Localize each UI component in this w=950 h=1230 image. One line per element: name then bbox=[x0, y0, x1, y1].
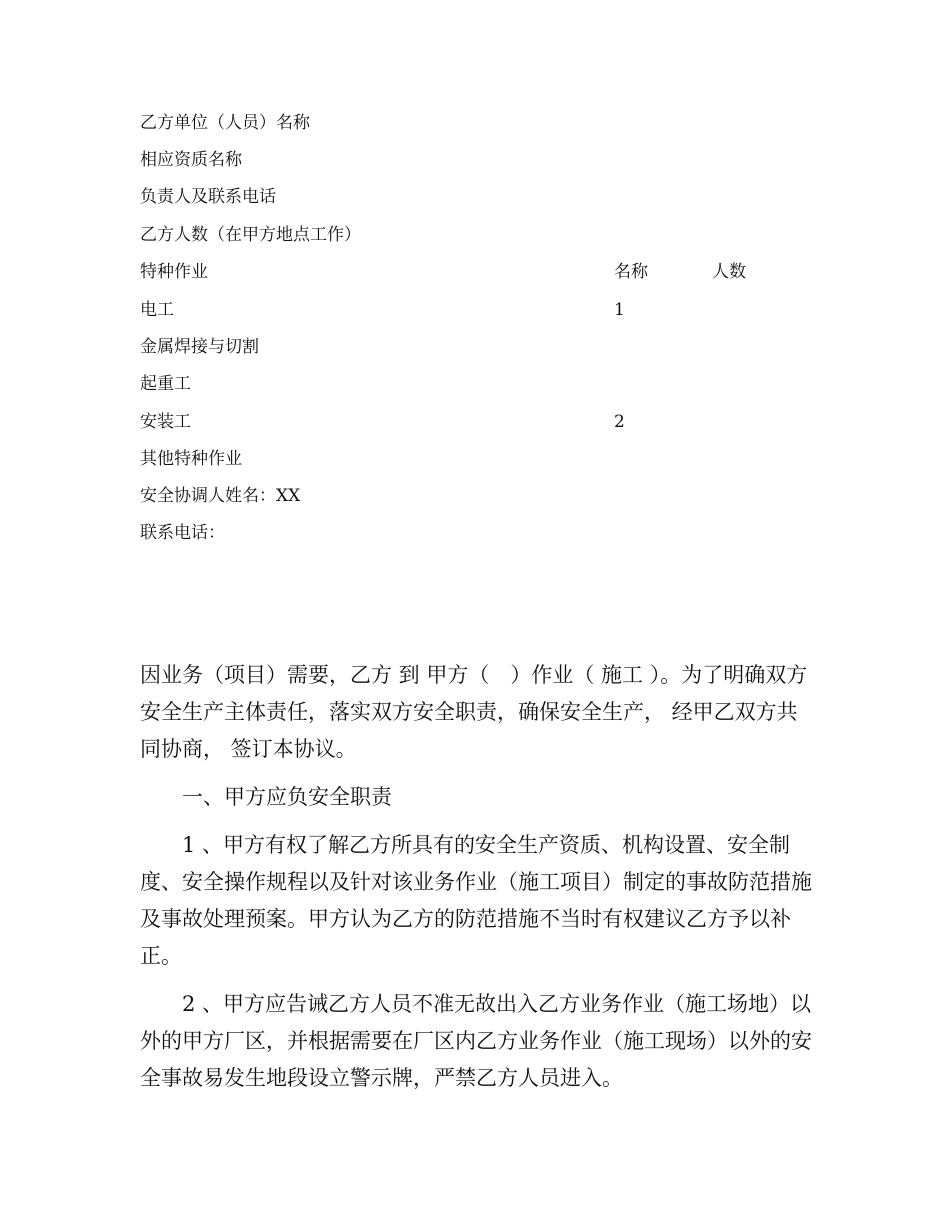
coordinator-label: 安全协调人姓名：XX bbox=[140, 486, 301, 506]
column-header-name: 名称 bbox=[614, 262, 648, 282]
clause-paragraph: 1 、甲方有权了解乙方所具有的安全生产资质、机构设置、安全制度、安全操作规程以及针对该业务作业（施工项目）制定的事故防范措施及事故处理预案。甲方认为乙方的防范措施不当时有权建议乙方予以补正。 bbox=[140, 833, 812, 968]
party-b-name-label: 乙方单位（人员）名称 bbox=[140, 113, 310, 133]
agreement-body bbox=[140, 657, 812, 1097]
contact-person-label: 负责人及联系电话 bbox=[140, 187, 276, 207]
party-b-count-label: 乙方人数（在甲方地点工作） bbox=[140, 225, 361, 245]
column-header-count: 人数 bbox=[712, 262, 746, 282]
special-ops-row-value: 1 bbox=[614, 300, 625, 320]
special-ops-row-label: 金属焊接与切割 bbox=[140, 337, 259, 357]
qualification-name-label: 相应资质名称 bbox=[140, 150, 242, 170]
special-ops-row-label: 起重工 bbox=[140, 374, 191, 394]
section-title: 一、甲方应负安全职责 bbox=[182, 785, 392, 809]
clause-paragraph: 2 、甲方应告诫乙方人员不准无故出入乙方业务作业（施工场地）以外的甲方厂区，并根据需要在厂区内乙方业务作业（施工现场）以外的安全事故易发生地段设立警示牌，严禁乙方人员进入。 bbox=[140, 992, 812, 1090]
phone-label: 联系电话： bbox=[140, 523, 225, 543]
special-ops-row-label: 电工 bbox=[140, 300, 174, 320]
special-ops-row-value: 2 bbox=[614, 412, 625, 432]
special-ops-row-label: 其他特种作业 bbox=[140, 449, 242, 469]
special-ops-label: 特种作业 bbox=[140, 262, 208, 282]
intro-paragraph: 因业务（项目）需要，乙方 到 甲方（ ）作业（ 施工 ）。为了明确双方安全生产主体责任，落实双方安全职责，确保安全生产， 经甲乙双方共同协商， 签订本协议。 bbox=[140, 663, 808, 761]
special-ops-row-label: 安装工 bbox=[140, 412, 191, 432]
